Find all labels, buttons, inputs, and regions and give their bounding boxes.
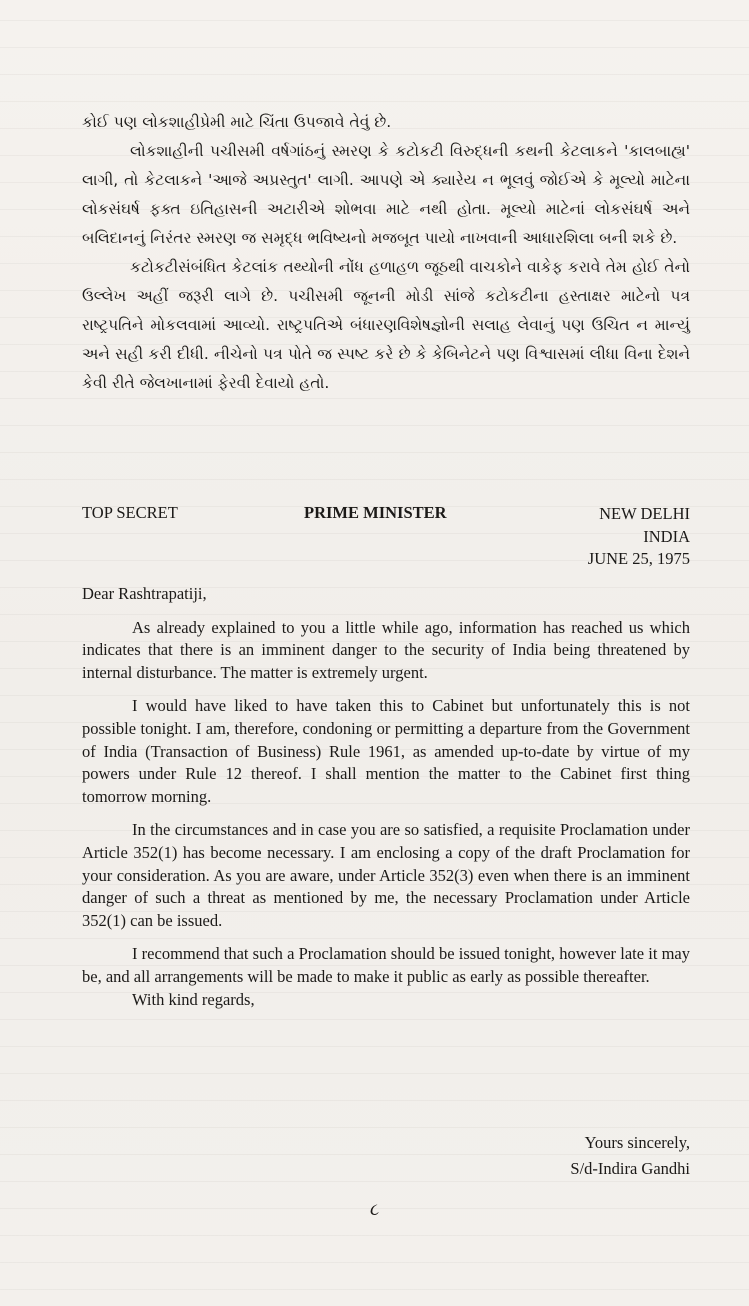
letter-date: JUNE 25, 1975 (587, 549, 690, 568)
gujarati-paragraph-1: કોઈ પણ લોકશાહીપ્રેમી માટે ચિંતા ઉપજાવે તેવું છે. (82, 113, 392, 131)
letter-paragraph-4: I recommend that such a Proclamation should be issued tonight, however late it may be, and all arrangements will be made to make it public as early as possible thereafter. (82, 944, 690, 986)
signature-block (570, 1130, 690, 1182)
gujarati-paragraph-3: કટોકટીસંબંધિત કેટલાંક તથ્યોની નોંધ હળાહળ જૂઠથી વાચકોને વાકેફ કરાવે તેમ હોઈ તેનો ઉલ્લેખ અહીં જરૂરી લાગે છે. પચીસમી જૂનની મોડી સાંજે કટોકટીના હસ્તાક્ષર માટેનો પત્ર રાષ્ટ્રપતિને મોકલવામાં આવ્યો. રાષ્ટ્રપતિએ બંધારણવિશેષજ્ઞોની સલાહ લેવાનું પણ ઉચિત ન માન્યું અને સહી કરી દીધી. નીચેનો પત્ર પોતે જ સ્પષ્ટ કરે છે કે કેબિનેટને પણ વિશ્વાસમાં લીધા વિના દેશને કેવી રીતે જેલખાનામાં ફેરવી દેવાયો હતો. (82, 258, 690, 392)
signature: S/d-Indira Gandhi (570, 1159, 690, 1178)
gujarati-paragraph-2: લોકશાહીની પચીસમી વર્ષગાંઠનું સ્મરણ કે કટોકટી વિરુદ્ધની કથની કેટલાકને 'કાલબાહ્ય' લાગી, તો કેટલાકને 'આજે અપ્રસ્તુત' લાગી. આપણે એ ક્યારેય ન ભૂલવું જોઈએ કે મૂલ્યો માટેના લોકસંઘર્ષ ફક્ત ઇતિહાસની અટારીએ શોભવા માટે નથી હોતા. મૂલ્યો માટેનાં લોકસંઘર્ષ અને બલિદાનનું નિરંતર સ્મરણ જ સમૃદ્ધ ભવિષ્યનો મજબૂત પાયો નાખવાની આધારશિલા બની શકે છે. (82, 142, 690, 247)
classification-label: TOP SECRET (82, 503, 178, 522)
sender-title: PRIME MINISTER (304, 503, 447, 522)
letter-body (82, 583, 690, 1011)
country: INDIA (643, 526, 690, 546)
valediction: Yours sincerely, (584, 1133, 690, 1152)
city: NEW DELHI (599, 504, 690, 523)
closing: With kind regards, (132, 989, 255, 1009)
page-number: ૮ (369, 1200, 380, 1220)
letter-paragraph-2: I would have liked to have taken this to Cabinet but unfortunately this is not possible tonight. I am, therefore, condoning or permitting a departure from the Government of India (Transaction of Business) Rule 1961, as amended up-to-date by virtue of my powers under Rule 12 thereof. I shall mention the matter to the Cabinet first thing tomorrow morning. (82, 696, 690, 806)
salutation: Dear Rashtrapatiji, (82, 584, 207, 603)
letter-paragraph-1: As already explained to you a little while ago, information has reached us which indicates that there is an imminent danger to the security of India being threatened by internal disturbance. The matter is extremely urgent. (82, 617, 690, 682)
letter-paragraph-3: In the circumstances and in case you are so satisfied, a requisite Proclamation under Article 352(1) has become necessary. I am enclosing a copy of the draft Proclamation for your consideration. As you are aware, under Article 352(3) even when there is an imminent danger of such a threat as mentioned by me, the necessary Proclamation under Article 352(1) can be issued. (82, 820, 690, 930)
place-date-block (588, 503, 690, 571)
gujarati-text-block (82, 108, 690, 398)
